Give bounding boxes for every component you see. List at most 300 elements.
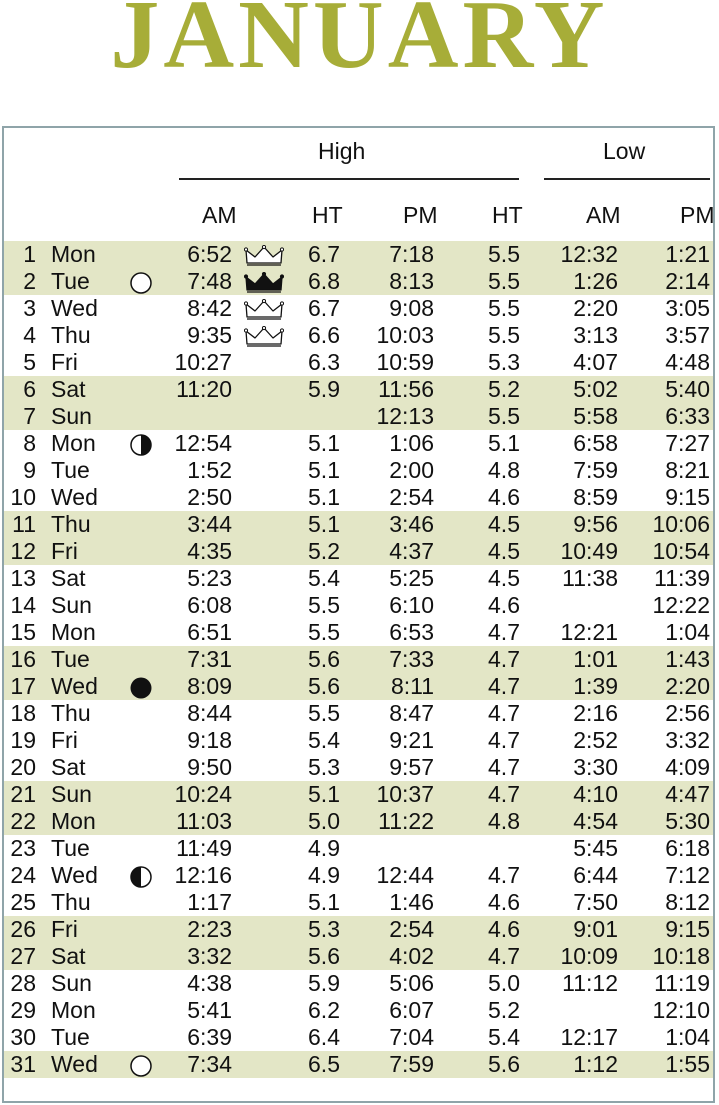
high-pm-height [459,835,520,862]
high-am-height [282,403,340,430]
high-am-height: 5.4 [308,727,340,753]
high-pm-height: 4.5 [488,511,520,537]
high-pm-time: 9:57 [389,754,434,780]
day-number: 1 [23,241,36,267]
low-pm-time: 10:06 [652,511,710,537]
crown-slot [242,538,286,565]
low-pm-time: 1:04 [665,1024,710,1050]
day-of-week: Tue [51,1024,90,1050]
high-group-header: High [318,138,366,164]
high-pm-time: 7:59 [389,1051,434,1077]
low-divider [544,178,710,180]
high-pm-time: 6:07 [389,997,434,1023]
high-am-height: 4.9 [308,862,340,888]
crown-slot [242,835,286,862]
high-pm-time: 8:13 [389,268,434,294]
low-pm-time: 12:10 [652,997,710,1023]
moon-slot [128,484,154,511]
low-pm-time: 3:57 [665,322,710,348]
table-row [4,1051,713,1078]
low-am-time: 2:16 [573,700,618,726]
day-number: 12 [10,538,36,564]
col-header-high-ht-am: HT [312,202,343,228]
high-pm-height: 5.1 [488,430,520,456]
low-am-time: 9:01 [573,916,618,942]
table-row [4,538,713,565]
day-number: 11 [12,511,36,537]
day-number: 26 [10,916,36,942]
table-row [4,997,713,1024]
table-row [4,457,713,484]
table-row [4,403,713,430]
low-pm-time: 1:21 [665,241,710,267]
table-row [4,619,713,646]
low-am-time: 4:07 [573,349,618,375]
high-am-height: 6.2 [308,997,340,1023]
high-am-time: 9:35 [187,322,232,348]
high-am-time: 11:20 [176,376,232,402]
high-pm-height: 5.5 [488,403,520,429]
low-am-time: 12:21 [560,619,618,645]
day-of-week: Sat [51,943,86,969]
day-number: 2 [23,268,36,294]
high-am-time: 6:52 [187,241,232,267]
low-pm-time: 5:30 [665,808,710,834]
table-row [4,835,713,862]
table-row [4,511,713,538]
low-am-time: 1:26 [573,268,618,294]
moon-slot [128,700,154,727]
high-am-height: 6.4 [308,1024,340,1050]
high-am-height: 5.3 [308,754,340,780]
col-header-low-am: AM [586,202,621,228]
moon-slot [128,754,154,781]
low-am-time: 10:49 [560,538,618,564]
low-pm-time: 1:43 [665,646,710,672]
high-am-height: 5.5 [308,592,340,618]
day-number: 3 [23,295,36,321]
moon-slot [128,295,154,322]
high-pm-height: 4.7 [488,781,520,807]
high-pm-time: 9:21 [389,727,434,753]
crown-slot [242,673,286,700]
page-title: JANUARY [110,0,609,89]
high-pm-height: 4.8 [488,457,520,483]
high-pm-time: 6:53 [389,619,434,645]
high-am-height: 5.9 [308,970,340,996]
low-am-time: 7:59 [573,457,618,483]
day-of-week: Sun [51,970,92,996]
moon-slot [128,781,154,808]
day-of-week: Fri [51,916,78,942]
day-number: 31 [10,1051,36,1077]
low-pm-time: 1:55 [665,1051,710,1077]
low-pm-time: 10:54 [652,538,710,564]
crown-slot [242,970,286,997]
first-quarter-moon-icon [128,430,154,457]
high-am-height: 5.2 [308,538,340,564]
low-pm-time: 2:20 [665,673,710,699]
day-number: 20 [10,754,36,780]
high-pm-height: 5.2 [488,376,520,402]
low-pm-time: 8:12 [665,889,710,915]
crown-slot [242,700,286,727]
high-am-time: 4:38 [187,970,232,996]
high-am-height: 6.3 [308,349,340,375]
high-am-height: 6.8 [308,268,340,294]
moon-slot [128,835,154,862]
crown-slot [242,646,286,673]
day-number: 24 [10,862,36,888]
high-am-time: 6:08 [187,592,232,618]
day-number: 10 [10,484,36,510]
high-pm-time: 3:46 [389,511,434,537]
high-pm-time [364,835,434,862]
day-number: 8 [23,430,36,456]
high-am-height: 5.1 [308,430,340,456]
day-of-week: Wed [51,862,98,888]
high-pm-time: 5:25 [389,565,434,591]
high-am-time: 9:18 [187,727,232,753]
low-pm-time: 7:27 [665,430,710,456]
day-of-week: Fri [51,349,78,375]
high-pm-height: 5.5 [488,241,520,267]
crown-slot [242,997,286,1024]
moon-slot [128,511,154,538]
low-am-time: 1:01 [573,646,618,672]
outline-crown-icon [242,295,286,322]
low-am-time: 4:54 [573,808,618,834]
low-am-time: 2:52 [573,727,618,753]
table-row [4,565,713,592]
high-pm-time: 4:02 [389,943,434,969]
low-am-time: 5:45 [573,835,618,861]
low-pm-time: 2:14 [665,268,710,294]
day-number: 25 [10,889,36,915]
low-pm-time: 11:19 [654,970,710,996]
crown-slot [242,565,286,592]
high-pm-time: 8:11 [390,673,434,699]
high-pm-time: 9:08 [389,295,434,321]
high-am-height: 5.5 [308,619,340,645]
day-number: 22 [10,808,36,834]
day-of-week: Tue [51,268,90,294]
high-am-time [154,403,232,430]
high-pm-height: 5.5 [488,268,520,294]
day-of-week: Thu [51,511,91,537]
high-am-time: 6:51 [187,619,232,645]
high-am-height: 6.7 [308,241,340,267]
moon-slot [128,646,154,673]
day-number: 7 [23,403,36,429]
high-am-time: 4:35 [187,538,232,564]
day-number: 17 [10,673,36,699]
crown-slot [242,754,286,781]
high-am-height: 5.9 [308,376,340,402]
day-number: 5 [23,349,36,375]
low-pm-time: 4:09 [665,754,710,780]
low-pm-time: 9:15 [665,916,710,942]
low-am-time: 8:59 [573,484,618,510]
table-row [4,862,713,889]
day-number: 6 [23,376,36,402]
low-am-time: 12:32 [560,241,618,267]
high-am-time: 3:44 [187,511,232,537]
high-pm-height: 5.4 [488,1024,520,1050]
high-am-height: 6.5 [308,1051,340,1077]
moon-slot [128,997,154,1024]
low-pm-time: 12:22 [652,592,710,618]
low-am-time [544,592,618,619]
low-am-time [544,997,618,1024]
low-am-time: 11:38 [562,565,618,591]
crown-slot [242,862,286,889]
day-of-week: Sat [51,376,86,402]
high-pm-time: 2:54 [389,916,434,942]
low-pm-time: 7:12 [665,862,710,888]
high-am-time: 5:23 [187,565,232,591]
low-pm-time: 6:18 [665,835,710,861]
high-pm-height: 5.5 [488,322,520,348]
day-number: 21 [10,781,36,807]
moon-slot [128,322,154,349]
high-pm-time: 10:03 [376,322,434,348]
low-pm-time: 6:33 [665,403,710,429]
filled-crown-icon [242,268,286,295]
high-pm-height: 5.3 [488,349,520,375]
low-pm-time: 5:40 [665,376,710,402]
moon-slot [128,538,154,565]
day-of-week: Fri [51,727,78,753]
high-pm-height: 4.6 [488,592,520,618]
high-pm-height: 5.5 [488,295,520,321]
high-am-time: 10:24 [174,781,232,807]
day-number: 19 [10,727,36,753]
high-pm-time: 11:56 [378,376,434,402]
moon-slot [128,727,154,754]
crown-slot [242,781,286,808]
high-pm-time: 2:54 [389,484,434,510]
moon-slot [128,457,154,484]
low-am-time: 4:10 [573,781,618,807]
day-number: 9 [23,457,36,483]
day-number: 18 [10,700,36,726]
high-pm-time: 8:47 [389,700,434,726]
day-of-week: Sun [51,592,92,618]
low-am-time: 5:02 [573,376,618,402]
table-row [4,322,713,349]
high-am-time: 2:50 [187,484,232,510]
low-pm-time: 3:32 [665,727,710,753]
low-pm-time: 4:47 [665,781,710,807]
low-pm-time: 3:05 [665,295,710,321]
crown-slot [242,511,286,538]
day-of-week: Mon [51,241,96,267]
table-row [4,673,713,700]
high-pm-height: 5.0 [488,970,520,996]
low-pm-time: 1:04 [665,619,710,645]
table-row [4,241,713,268]
high-am-height: 5.1 [308,484,340,510]
day-number: 16 [10,646,36,672]
table-row [4,349,713,376]
high-am-time: 11:03 [176,808,232,834]
col-header-high-ht-pm: HT [492,202,523,228]
high-am-height: 5.1 [308,511,340,537]
day-of-week: Sat [51,565,86,591]
crown-slot [242,889,286,916]
moon-slot [128,943,154,970]
high-pm-time: 2:00 [389,457,434,483]
low-am-time: 1:39 [573,673,618,699]
crown-slot [242,916,286,943]
low-am-time: 10:09 [560,943,618,969]
high-am-time: 8:42 [187,295,232,321]
high-am-time: 11:49 [176,835,232,861]
table-row [4,484,713,511]
high-am-height: 5.1 [308,457,340,483]
high-am-height: 6.6 [308,322,340,348]
high-am-height: 5.1 [308,781,340,807]
high-pm-height: 4.7 [488,754,520,780]
low-am-time: 6:44 [573,862,618,888]
moon-slot [128,403,154,430]
crown-slot [242,1051,286,1078]
high-am-time: 7:48 [187,268,232,294]
crown-slot [242,943,286,970]
high-pm-time: 11:22 [378,808,434,834]
low-group-header: Low [603,138,646,164]
table-row [4,376,713,403]
crown-slot [242,349,286,376]
high-pm-time: 1:46 [389,889,434,915]
high-am-time: 12:54 [174,430,232,456]
high-am-time: 8:44 [187,700,232,726]
outline-crown-icon [242,241,286,268]
high-am-height: 5.3 [308,916,340,942]
moon-slot [128,808,154,835]
moon-slot [128,970,154,997]
table-row [4,592,713,619]
day-of-week: Wed [51,1051,98,1077]
high-pm-time: 7:04 [389,1024,434,1050]
table-row [4,970,713,997]
low-am-time: 9:56 [573,511,618,537]
day-number: 4 [23,322,36,348]
low-am-time: 6:58 [573,430,618,456]
new-moon-icon [128,673,154,700]
crown-slot [242,619,286,646]
crown-slot [242,727,286,754]
day-number: 23 [10,835,36,861]
high-pm-height: 4.7 [488,700,520,726]
high-am-time: 10:27 [174,349,232,375]
high-am-time: 1:17 [187,889,232,915]
table-row [4,646,713,673]
crown-slot [242,376,286,403]
table-row [4,727,713,754]
high-pm-height: 4.7 [488,727,520,753]
high-pm-height: 4.7 [488,862,520,888]
high-pm-height: 4.6 [488,889,520,915]
tide-table [2,126,715,1103]
day-of-week: Thu [51,700,91,726]
crown-slot [242,1024,286,1051]
moon-slot [128,565,154,592]
high-pm-time: 5:06 [389,970,434,996]
table-row [4,916,713,943]
full-moon-icon [128,1051,154,1078]
day-of-week: Fri [51,538,78,564]
moon-slot [128,592,154,619]
low-am-time: 3:13 [573,322,618,348]
high-am-height: 4.9 [308,835,340,861]
day-of-week: Mon [51,430,96,456]
day-of-week: Mon [51,808,96,834]
table-row [4,295,713,322]
day-of-week: Thu [51,322,91,348]
high-am-time: 5:41 [187,997,232,1023]
moon-slot [128,241,154,268]
crown-slot [242,592,286,619]
high-pm-time: 1:06 [389,430,434,456]
table-row [4,781,713,808]
low-pm-time: 11:39 [654,565,710,591]
high-pm-time: 6:10 [389,592,434,618]
tide-rows [4,241,713,1078]
day-of-week: Sat [51,754,86,780]
high-pm-height: 5.6 [488,1051,520,1077]
high-am-height: 6.7 [308,295,340,321]
table-row [4,943,713,970]
high-am-time: 9:50 [187,754,232,780]
high-am-height: 5.6 [308,673,340,699]
low-pm-time: 10:18 [652,943,710,969]
high-am-time: 12:16 [174,862,232,888]
moon-slot [128,349,154,376]
low-pm-time: 9:15 [665,484,710,510]
day-number: 30 [10,1024,36,1050]
high-pm-height: 4.7 [488,619,520,645]
high-pm-time: 10:59 [376,349,434,375]
low-am-time: 7:50 [573,889,618,915]
high-am-height: 5.1 [308,889,340,915]
day-number: 15 [10,619,36,645]
day-of-week: Mon [51,619,96,645]
high-pm-time: 10:37 [376,781,434,807]
high-pm-height: 4.7 [488,673,520,699]
high-pm-height: 5.2 [488,997,520,1023]
high-pm-height: 4.7 [488,943,520,969]
high-pm-height: 4.7 [488,646,520,672]
high-pm-height: 4.6 [488,916,520,942]
day-of-week: Wed [51,484,98,510]
table-row [4,808,713,835]
high-am-time: 7:34 [187,1051,232,1077]
high-am-height: 5.6 [308,943,340,969]
high-divider [179,178,519,180]
low-am-time: 3:30 [573,754,618,780]
col-header-low-pm: PM [680,202,715,228]
moon-slot [128,889,154,916]
table-row [4,754,713,781]
high-am-time: 7:31 [187,646,232,672]
high-pm-time: 12:13 [376,403,434,429]
table-row [4,1024,713,1051]
day-of-week: Tue [51,457,90,483]
low-am-time: 1:12 [573,1051,618,1077]
crown-slot [242,430,286,457]
